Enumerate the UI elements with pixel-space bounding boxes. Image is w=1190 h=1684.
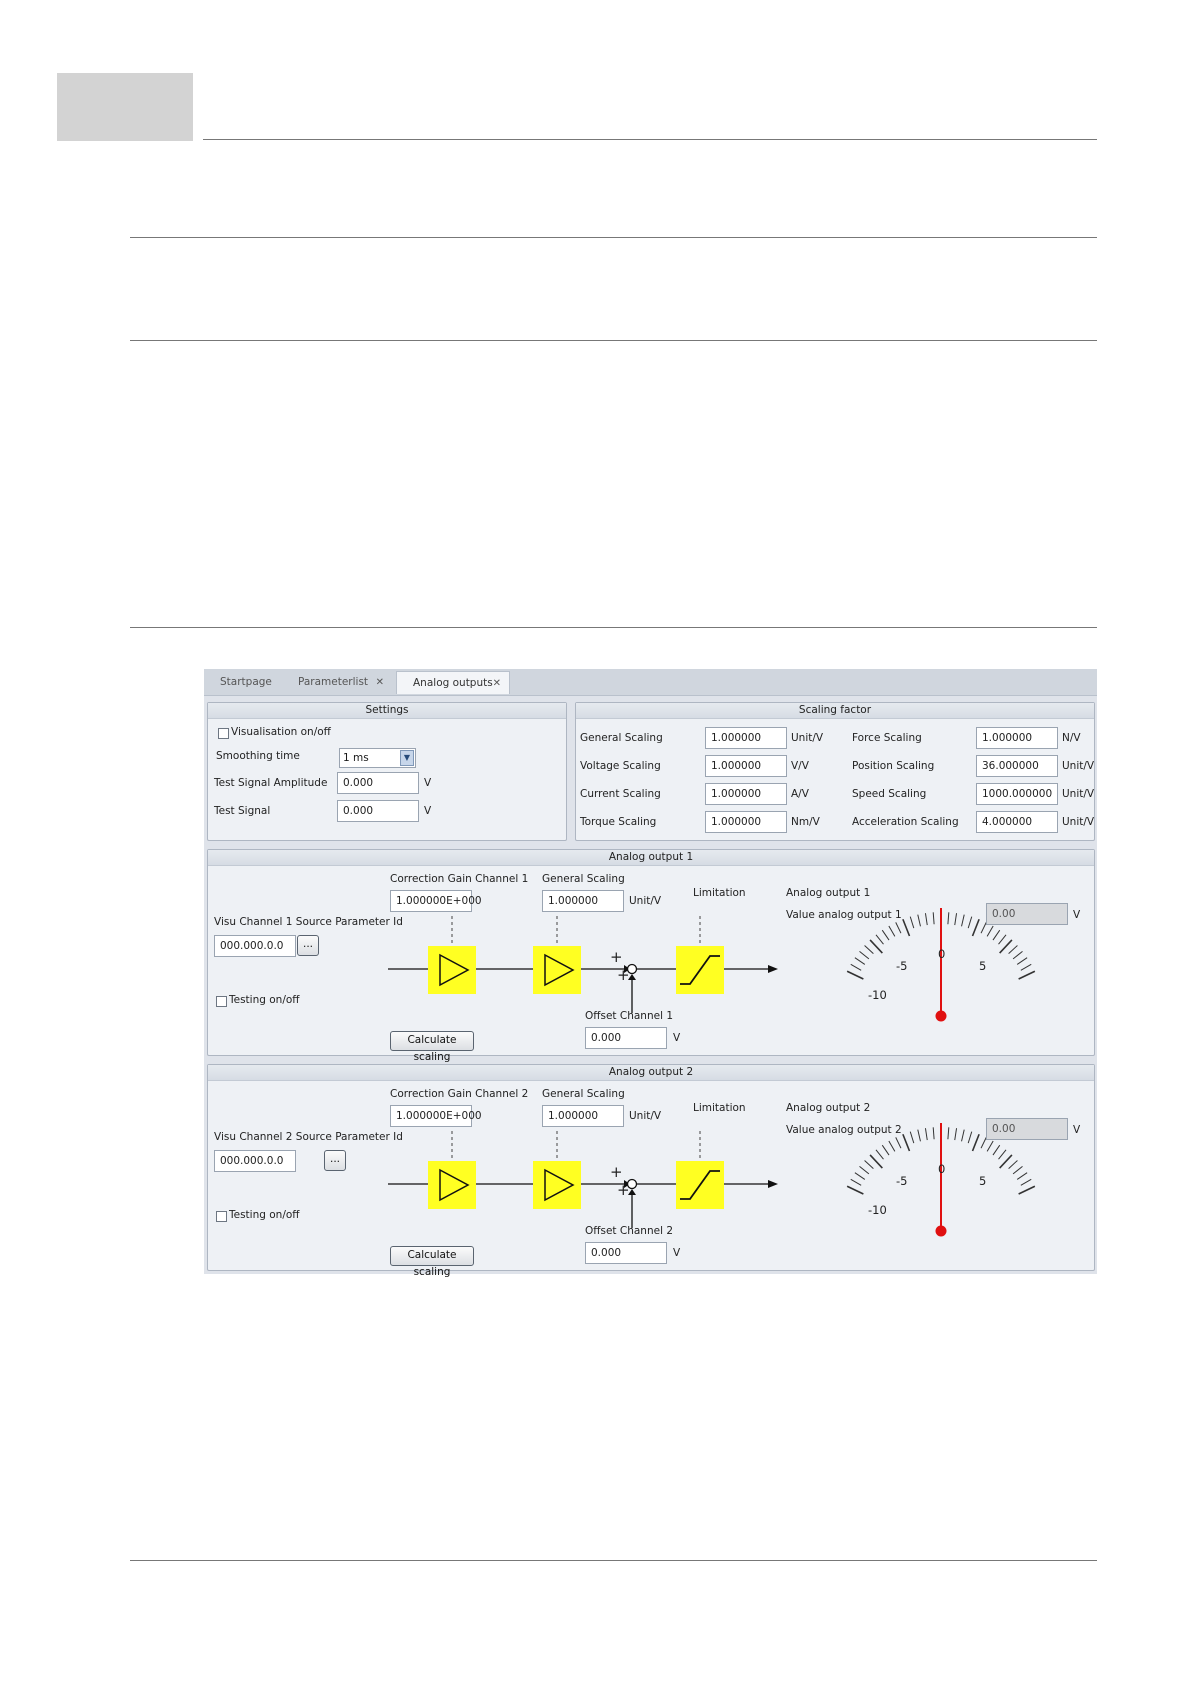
gauge-tick xyxy=(1019,1186,1035,1194)
tab-parameterlist[interactable] xyxy=(282,671,392,694)
source-parameter-label: Visu Channel 1 Source Parameter Id xyxy=(214,916,403,928)
gauge-tick xyxy=(1013,951,1022,958)
gauge-tick xyxy=(987,1141,993,1151)
section-rule-2 xyxy=(130,340,1097,341)
force-scaling-unit: N/V xyxy=(1062,732,1081,744)
position-scaling-label: Position Scaling xyxy=(852,760,935,772)
calculate-scaling-button[interactable]: Calculate scaling xyxy=(390,1246,474,1266)
calculate-scaling-button[interactable]: Calculate scaling xyxy=(390,1031,474,1051)
current-scaling-unit: A/V xyxy=(791,788,809,800)
header-rule xyxy=(203,139,1097,140)
gauge-tick xyxy=(870,1155,882,1168)
value-title-label: Analog output 2 xyxy=(786,1102,871,1114)
speed-scaling-label: Speed Scaling xyxy=(852,788,927,800)
testing-checkbox[interactable] xyxy=(216,996,227,1007)
general-scaling-label: General Scaling xyxy=(580,732,663,744)
output-arrow xyxy=(768,1180,778,1188)
scaling-factor-group xyxy=(575,702,1095,841)
voltage-scaling-unit: V/V xyxy=(791,760,809,772)
gauge-tick xyxy=(968,917,972,928)
sum-plus-top: + xyxy=(610,948,623,966)
analog-output-2-gauge xyxy=(847,1123,1035,1237)
gauge-tick xyxy=(918,915,921,927)
gauge-label-zero: 0 xyxy=(938,947,946,961)
visualisation-label: Visualisation on/off xyxy=(231,726,331,738)
general-scaling-input[interactable]: 1.000000 xyxy=(705,727,787,749)
offset-label: Offset Channel 1 xyxy=(585,1010,674,1022)
gauge-label-minus-10: -10 xyxy=(868,988,887,1002)
torque-scaling-input[interactable]: 1.000000 xyxy=(705,811,787,833)
force-scaling-label: Force Scaling xyxy=(852,732,922,744)
settings-group xyxy=(207,702,567,841)
gauge-tick xyxy=(1000,940,1012,953)
gauge-tick xyxy=(865,1160,874,1168)
general-scaling-input[interactable]: 1.000000 xyxy=(542,890,624,912)
gauge-tick xyxy=(1009,1160,1018,1168)
speed-scaling-input[interactable]: 1000.000000 xyxy=(976,783,1058,805)
general-scaling-block xyxy=(533,946,581,994)
gauge-tick xyxy=(865,945,874,953)
amplitude-label: Test Signal Amplitude xyxy=(214,777,328,789)
sum-plus-top: + xyxy=(610,1163,623,1181)
correction-gain-block xyxy=(428,1161,476,1209)
gauge-tick xyxy=(889,926,895,936)
testing-label: Testing on/off xyxy=(229,1209,300,1221)
signal-input[interactable]: 0.000 xyxy=(337,800,419,822)
chevron-down-icon[interactable]: ▼ xyxy=(400,750,414,766)
offset-unit: V xyxy=(673,1032,681,1044)
gauge-needle-hub xyxy=(936,1011,947,1022)
gauge-label-zero: 0 xyxy=(938,1162,946,1176)
gauge-tick xyxy=(933,1127,934,1139)
gauge-tick xyxy=(851,1179,861,1185)
gauge-tick xyxy=(903,919,910,936)
testing-label: Testing on/off xyxy=(229,994,300,1006)
gauge-label-minus-10: -10 xyxy=(868,1203,887,1217)
correction-gain-input[interactable]: 1.000000E+000 xyxy=(390,1105,472,1127)
correction-gain-input[interactable]: 1.000000E+000 xyxy=(390,890,472,912)
tab-bar xyxy=(204,669,1097,696)
current-scaling-input[interactable]: 1.000000 xyxy=(705,783,787,805)
analog-output-1-gauge xyxy=(847,908,1035,1022)
amplitude-unit: V xyxy=(424,777,432,789)
torque-scaling-unit: Nm/V xyxy=(791,816,820,828)
value-output-label: Value analog output 2 xyxy=(786,1124,902,1136)
offset-label: Offset Channel 2 xyxy=(585,1225,674,1237)
acceleration-scaling-unit: Unit/V xyxy=(1062,816,1095,828)
gauge-tick xyxy=(925,913,927,925)
gauge-label-plus-5: 5 xyxy=(979,1174,987,1188)
gauge-tick xyxy=(993,1145,1000,1155)
gauge-tick xyxy=(1021,964,1031,970)
signal-chain-diagram xyxy=(208,850,1096,1057)
acceleration-scaling-input[interactable]: 4.000000 xyxy=(976,811,1058,833)
gauge-tick xyxy=(847,971,863,979)
gauge-tick xyxy=(1013,1166,1022,1173)
tab-analog-outputs[interactable] xyxy=(396,671,510,694)
tab-label: Startpage xyxy=(220,676,272,688)
gauge-tick xyxy=(918,1130,921,1142)
section-rule-3 xyxy=(130,627,1097,628)
gauge-tick xyxy=(1021,1179,1031,1185)
general-scaling-label: General Scaling xyxy=(542,1088,625,1100)
smoothing-select[interactable] xyxy=(339,748,416,768)
torque-scaling-label: Torque Scaling xyxy=(580,816,657,828)
value-output-readout: 0.00 xyxy=(986,1118,1068,1140)
source-parameter-input[interactable]: 000.000.0.0 xyxy=(214,935,296,957)
value-output-label: Value analog output 1 xyxy=(786,909,902,921)
gauge-tick xyxy=(876,935,884,944)
limitation-block xyxy=(676,946,724,994)
gauge-tick xyxy=(955,1128,957,1140)
gauge-tick xyxy=(962,1130,965,1142)
gauge-tick xyxy=(855,958,865,965)
source-parameter-label: Visu Channel 2 Source Parameter Id xyxy=(214,1131,403,1143)
testing-checkbox[interactable] xyxy=(216,1211,227,1222)
offset-unit: V xyxy=(673,1247,681,1259)
gauge-tick xyxy=(1009,945,1018,953)
gauge-tick xyxy=(855,1173,865,1180)
gauge-tick xyxy=(859,1166,868,1173)
value-output-unit: V xyxy=(1073,909,1081,921)
gauge-tick xyxy=(925,1128,927,1140)
limitation-label: Limitation xyxy=(693,887,746,899)
amplitude-input[interactable]: 0.000 xyxy=(337,772,419,794)
close-icon[interactable]: ✕ xyxy=(375,677,384,688)
gauge-tick xyxy=(882,930,889,940)
browse-button[interactable]: ... xyxy=(324,1150,346,1171)
value-output-unit: V xyxy=(1073,1124,1081,1136)
gauge-label-minus-5: -5 xyxy=(896,959,908,973)
gauge-tick xyxy=(1017,958,1027,965)
gauge-tick xyxy=(948,912,949,924)
analog-output-1-title: Analog output 1 xyxy=(208,850,1094,866)
gauge-tick xyxy=(910,917,914,928)
gauge-tick xyxy=(903,1134,910,1151)
gauge-tick xyxy=(955,913,957,925)
gauge-tick xyxy=(973,919,980,936)
gauge-tick xyxy=(851,964,861,970)
gauge-tick xyxy=(876,1150,884,1159)
output-arrow xyxy=(768,965,778,973)
signal-unit: V xyxy=(424,805,432,817)
general-scaling-input[interactable]: 1.000000 xyxy=(542,1105,624,1127)
offset-input[interactable]: 0.000 xyxy=(585,1242,667,1264)
source-parameter-input[interactable]: 000.000.0.0 xyxy=(214,1150,296,1172)
scaling-title: Scaling factor xyxy=(576,703,1094,719)
gauge-tick xyxy=(910,1132,914,1143)
gauge-label-plus-5: 5 xyxy=(979,959,987,973)
limitation-block xyxy=(676,1161,724,1209)
tab-label: Analog outputs xyxy=(413,677,493,689)
tab-startpage[interactable] xyxy=(204,671,282,694)
position-scaling-unit: Unit/V xyxy=(1062,760,1095,772)
general-scaling-unit: Unit/V xyxy=(629,1110,662,1122)
signal-label: Test Signal xyxy=(214,805,271,817)
analog-outputs-window xyxy=(204,669,1097,1278)
analog-output-2-group xyxy=(207,1064,1095,1278)
chapter-marker-block xyxy=(57,73,193,141)
correction-gain-block xyxy=(428,946,476,994)
tab-label: Parameterlist xyxy=(298,676,369,688)
value-output-readout: 0.00 xyxy=(986,903,1068,925)
offset-input[interactable]: 0.000 xyxy=(585,1027,667,1049)
gauge-tick xyxy=(1017,1173,1027,1180)
close-icon[interactable]: ✕ xyxy=(492,678,501,689)
general-scaling-block xyxy=(533,1161,581,1209)
sum-plus-bottom: + xyxy=(617,966,630,984)
gauge-tick xyxy=(889,1141,895,1151)
gauge-tick xyxy=(993,930,1000,940)
gauge-tick xyxy=(999,935,1007,944)
gauge-tick xyxy=(968,1132,972,1143)
gauge-tick xyxy=(962,915,965,927)
general-scaling-label: General Scaling xyxy=(542,873,625,885)
position-scaling-input[interactable]: 36.000000 xyxy=(976,755,1058,777)
gauge-tick xyxy=(896,1137,901,1148)
gauge-tick xyxy=(1019,971,1035,979)
section-rule-1 xyxy=(130,237,1097,238)
smoothing-label: Smoothing time xyxy=(216,750,300,762)
limitation-label: Limitation xyxy=(693,1102,746,1114)
smoothing-value: 1 ms xyxy=(343,752,369,764)
analog-output-1-group xyxy=(207,849,1095,1063)
gauge-tick xyxy=(859,951,868,958)
force-scaling-input[interactable]: 1.000000 xyxy=(976,727,1058,749)
gauge-needle-hub xyxy=(936,1226,947,1237)
footer-rule xyxy=(130,1560,1097,1561)
sum-plus-bottom: + xyxy=(617,1181,630,1199)
settings-title: Settings xyxy=(208,703,566,719)
speed-scaling-unit: Unit/V xyxy=(1062,788,1095,800)
gauge-tick xyxy=(870,940,882,953)
browse-button[interactable]: ... xyxy=(297,935,319,956)
gauge-tick xyxy=(948,1127,949,1139)
gauge-tick xyxy=(999,1150,1007,1159)
gauge-tick xyxy=(933,912,934,924)
gauge-tick xyxy=(896,922,901,933)
analog-output-2-title: Analog output 2 xyxy=(208,1065,1094,1081)
correction-gain-label: Correction Gain Channel 1 xyxy=(390,873,529,885)
gauge-tick xyxy=(847,1186,863,1194)
general-scaling-unit: Unit/V xyxy=(791,732,824,744)
gauge-tick xyxy=(882,1145,889,1155)
value-title-label: Analog output 1 xyxy=(786,887,871,899)
general-scaling-unit: Unit/V xyxy=(629,895,662,907)
gauge-label-minus-5: -5 xyxy=(896,1174,908,1188)
gauge-tick xyxy=(987,926,993,936)
correction-gain-label: Correction Gain Channel 2 xyxy=(390,1088,529,1100)
acceleration-scaling-label: Acceleration Scaling xyxy=(852,816,959,828)
gauge-tick xyxy=(973,1134,980,1151)
gauge-tick xyxy=(1000,1155,1012,1168)
voltage-scaling-label: Voltage Scaling xyxy=(580,760,661,772)
visualisation-checkbox[interactable] xyxy=(218,728,229,739)
voltage-scaling-input[interactable]: 1.000000 xyxy=(705,755,787,777)
current-scaling-label: Current Scaling xyxy=(580,788,661,800)
